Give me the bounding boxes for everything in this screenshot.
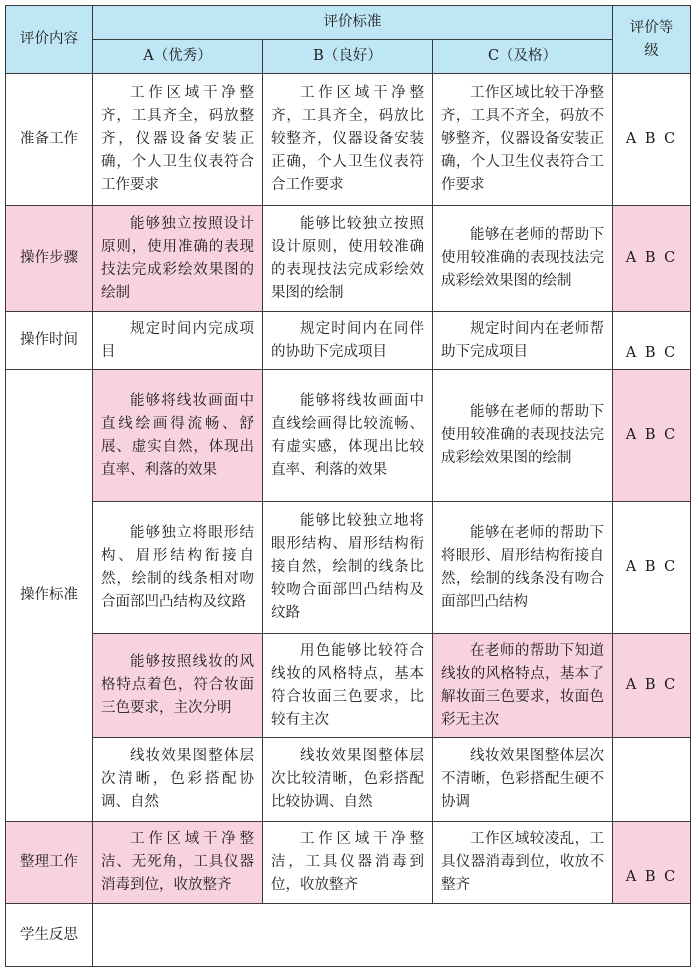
row-feedback xyxy=(6,904,691,967)
header-level-a: A（优秀） xyxy=(93,40,263,74)
criterion-c: 在老师的帮助下知道线妆的风格特点，基本了解妆面三色要求，妆面色彩无主次 xyxy=(433,634,613,738)
criterion-c: 线妆效果图整体层次不清晰，色彩搭配生硬不协调 xyxy=(433,738,613,822)
category-label: 操作标准 xyxy=(6,370,93,822)
criterion-b: 能够比较独立地将眼形结构、眉形结构衔接自然，绘制的线条比较吻合面部凹凸结构及纹路 xyxy=(263,502,433,634)
row-time xyxy=(6,312,691,370)
header-standard: 评价标准 xyxy=(93,6,613,40)
criterion-c: 能够在老师的帮助下将眼形、眉形结构衔接自然，绘制的线条没有吻合面部凹凸结构 xyxy=(433,502,613,634)
header-content: 评价内容 xyxy=(6,6,93,74)
criterion-a: 能够按照线妆的风格特点着色，符合妆面三色要求，主次分明 xyxy=(93,634,263,738)
grade-options[interactable]: A B C xyxy=(613,206,691,312)
row-steps xyxy=(6,206,691,312)
grade-options[interactable]: A B C xyxy=(613,634,691,738)
criterion-a: 规定时间内完成项目 xyxy=(93,312,263,370)
row-standard-2 xyxy=(6,502,691,634)
row-standard-3 xyxy=(6,634,691,738)
row-prep xyxy=(6,74,691,206)
row-standard-4 xyxy=(6,738,691,822)
grade-options[interactable]: A B C xyxy=(613,502,691,634)
criterion-c: 能够在老师的帮助下使用较准确的表现技法完成彩绘效果图的绘制 xyxy=(433,370,613,502)
criterion-a: 能够将线妆画面中直线绘画得流畅、舒展、虚实自然，体现出直率、利落的效果 xyxy=(93,370,263,502)
row-standard-1 xyxy=(6,370,691,502)
criterion-b: 能够比较独立按照设计原则，使用较准确的表现技法完成彩绘效果图的绘制 xyxy=(263,206,433,312)
category-label: 整理工作 xyxy=(6,822,93,904)
category-label: 操作时间 xyxy=(6,312,93,370)
feedback-label: 学生反思 xyxy=(6,904,93,967)
category-label: 准备工作 xyxy=(6,74,93,206)
criterion-c: 能够在老师的帮助下使用较准确的表现技法完成彩绘效果图的绘制 xyxy=(433,206,613,312)
criterion-c: 工作区域比较干净整齐，工具不齐全，码放不够整齐，仪器设备安装正确，个人卫生仪表符合工作要求 xyxy=(433,74,613,206)
evaluation-table xyxy=(5,5,691,967)
feedback-field[interactable] xyxy=(93,904,691,967)
grade-options[interactable]: A B C xyxy=(613,370,691,502)
criterion-b: 规定时间内在同伴的协助下完成项目 xyxy=(263,312,433,370)
criterion-a: 线妆效果图整体层次清晰，色彩搭配协调、自然 xyxy=(93,738,263,822)
grade-options[interactable]: A B C xyxy=(613,74,691,206)
header-level-c: C（及格） xyxy=(433,40,613,74)
criterion-b: 工作区域干净整洁，工具仪器消毒到位，收放整齐 xyxy=(263,822,433,904)
criterion-c: 工作区域较凌乱，工具仪器消毒到位，收放不整齐 xyxy=(433,822,613,904)
header-grade: 评价等级 xyxy=(613,6,691,74)
grade-options[interactable]: A B C xyxy=(613,822,691,904)
grade-options[interactable]: A B C xyxy=(613,312,691,370)
evaluation-sheet xyxy=(5,5,690,966)
criterion-a: 能够独立将眼形结构、眉形结构衔接自然，绘制的线条相对吻合面部凹凸结构及纹路 xyxy=(93,502,263,634)
header-level-b: B（良好） xyxy=(263,40,433,74)
criterion-b: 线妆效果图整体层次比较清晰，色彩搭配比较协调、自然 xyxy=(263,738,433,822)
criterion-c: 规定时间内在老师帮助下完成项目 xyxy=(433,312,613,370)
grade-options-empty[interactable] xyxy=(613,738,691,822)
criterion-b: 用色能够比较符合线妆的风格特点，基本符合妆面三色要求，比较有主次 xyxy=(263,634,433,738)
criterion-a: 工作区域干净整齐，工具齐全，码放整齐，仪器设备安装正确，个人卫生仪表符合工作要求 xyxy=(93,74,263,206)
criterion-a: 能够独立按照设计原则，使用准确的表现技法完成彩绘效果图的绘制 xyxy=(93,206,263,312)
row-cleanup xyxy=(6,822,691,904)
category-label: 操作步骤 xyxy=(6,206,93,312)
criterion-b: 能够将线妆画面中直线绘画得比较流畅、有虚实感，体现出比较直率、利落的效果 xyxy=(263,370,433,502)
criterion-b: 工作区域干净整齐，工具齐全，码放比较整齐，仪器设备安装正确，个人卫生仪表符合工作要求 xyxy=(263,74,433,206)
criterion-a: 工作区域干净整洁、无死角，工具仪器消毒到位，收放整齐 xyxy=(93,822,263,904)
